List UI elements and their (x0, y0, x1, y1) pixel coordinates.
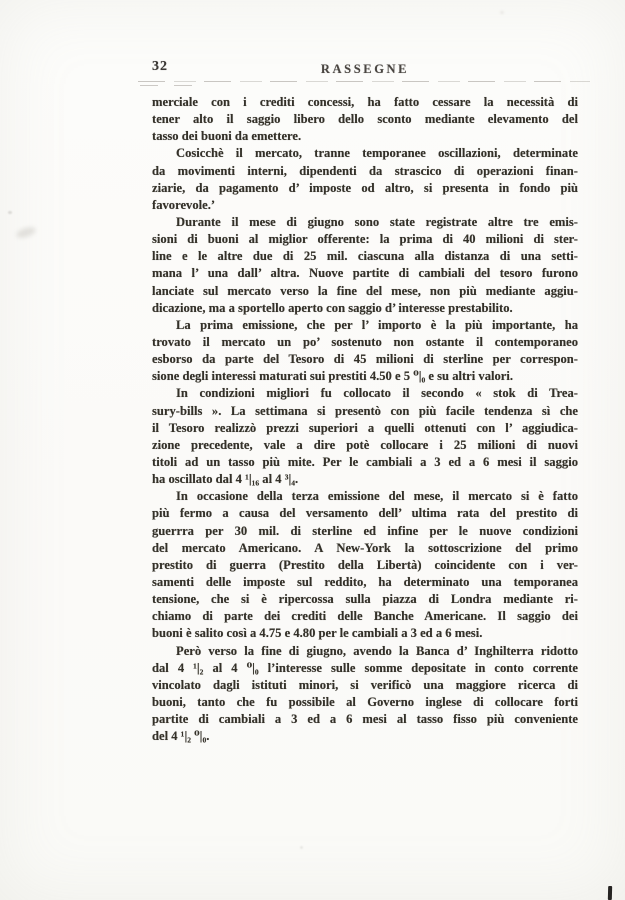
scan-speck (500, 11, 504, 14)
text-line: favorevole.’ (152, 197, 216, 212)
paragraph (152, 145, 578, 214)
paragraph (152, 643, 578, 746)
text-line: ziarie, da pagamento d’ imposte od altro, si presenta in fondo più (152, 180, 578, 195)
text-line: trovato il mercato un po’ sostenuto non ostante il contemporaneo (152, 334, 578, 349)
text-line: sione degli interessi maturati sui prestiti 4.50 e 5 ⁰|₀ e su altri valori. (152, 369, 514, 384)
text-line: lanciate sul mercato verso la fine del mese, non più mediante aggiu- (152, 283, 578, 298)
text-line: del 4 ¹|₂ ⁰|₀. (152, 729, 210, 744)
paragraph (152, 385, 578, 488)
scan-speck (8, 211, 12, 214)
running-title: RASSEGNE (320, 62, 410, 76)
margin-smudge (15, 225, 37, 240)
text-column (152, 94, 578, 745)
text-line: vincolato dagli istituti minori, si verificò una maggiore ricerca di (152, 677, 578, 692)
text-line: In condizioni migliori fu collocato il secondo « stok di Trea- (176, 386, 578, 401)
text-line: merciale con i crediti concessi, ha fatto cessare la necessità di (152, 95, 578, 109)
header-rule (138, 81, 590, 82)
text-line: titoli ad un tasso più mite. Per le cambiali a 3 ed a 6 mesi il saggio (152, 454, 578, 469)
text-line: mana l’ una dall’ altra. Nuove partite di cambiali del tesoro furono (152, 266, 578, 281)
text-line: del mercato Americano. A New-York la sottoscrizione del primo (152, 540, 578, 555)
text-line: zione precedente, vale a dire potè collocare i 25 milioni di nuovi (152, 437, 578, 452)
paragraph (152, 94, 578, 145)
ink-mark (608, 886, 612, 900)
text-line: samenti delle imposte sul reddito, ha determinato una temporanea (152, 574, 578, 589)
text-line: tener alto il saggio libero dello sconto mediante elevamento del (152, 112, 578, 127)
text-line: il Tesoro realizzò prezzi superiori a quelli ottenuti con l’ aggiudica- (152, 420, 578, 435)
header-rule-fragment (140, 85, 198, 86)
text-line: esborso da parte del Tesoro di 45 milioni di sterline per correspon- (152, 352, 578, 367)
text-line: guerrra per 30 mil. di sterline ed infine per le nuove condizioni (152, 523, 578, 538)
text-line: prestito di guerra (Prestito della Libertà) coincidente con i ver- (152, 557, 578, 572)
text-line: da movimenti interni, dipendenti da strascico di operazioni finan- (152, 163, 578, 178)
paragraph (152, 317, 578, 386)
text-line: line e le altre due di 25 mil. ciascuna alla distanza di una setti- (152, 249, 578, 264)
text-line: dicazione, ma a sportello aperto con saggio d’ interesse prestabilito. (152, 300, 513, 315)
text-line: sury-bills ». La settimana si presentò con più facile tendenza sì che (152, 403, 578, 418)
text-line: Durante il mese di giugno sono state registrate altre tre emis- (176, 214, 578, 229)
text-line: più fermo a causa del versamento dell’ ultima rata del prestito di (152, 506, 578, 521)
paragraph (152, 488, 578, 642)
text-line: buoni è salito così a 4.75 e 4.80 per le cambiali a 3 ed a 6 mesi. (152, 626, 483, 641)
paragraph (152, 214, 578, 317)
scan-speck (300, 846, 303, 849)
text-line: sioni di buoni al miglior offerente: la prima di 40 milioni di ster- (152, 232, 578, 247)
text-line: La prima emissione, che per l’ importo è la più importante, ha (176, 317, 578, 332)
text-line: buoni, tanto che fu possibile al Governo inglese di collocare forti (152, 694, 578, 709)
text-line: ha oscillato dal 4 ¹|₁₆ al 4 ³|₄. (152, 472, 299, 487)
text-line: chiamo di parte dei crediti delle Banche Americane. Il saggio dei (152, 609, 578, 624)
text-line: Cosicchè il mercato, tranne temporanee oscillazioni, determinate (176, 146, 578, 161)
text-line: tasso dei buoni da emettere. (152, 129, 302, 144)
page-number: 32 (152, 59, 168, 74)
text-line: tensione, che si è ripercossa sulla piazza di Londra mediante ri- (152, 592, 578, 607)
text-line: Però verso la fine di giugno, avendo la Banca d’ Inghilterra ridotto (176, 643, 578, 658)
text-line: dal 4 ¹|₂ al 4 ⁰|₀ l’interesse sulle somme depositate in conto corrente (152, 660, 578, 675)
text-line: partite di cambiali a 3 ed a 6 mesi al tasso fisso più conveniente (152, 712, 578, 727)
text-line: In occasione della terza emissione del mese, il mercato si è fatto (176, 489, 578, 504)
